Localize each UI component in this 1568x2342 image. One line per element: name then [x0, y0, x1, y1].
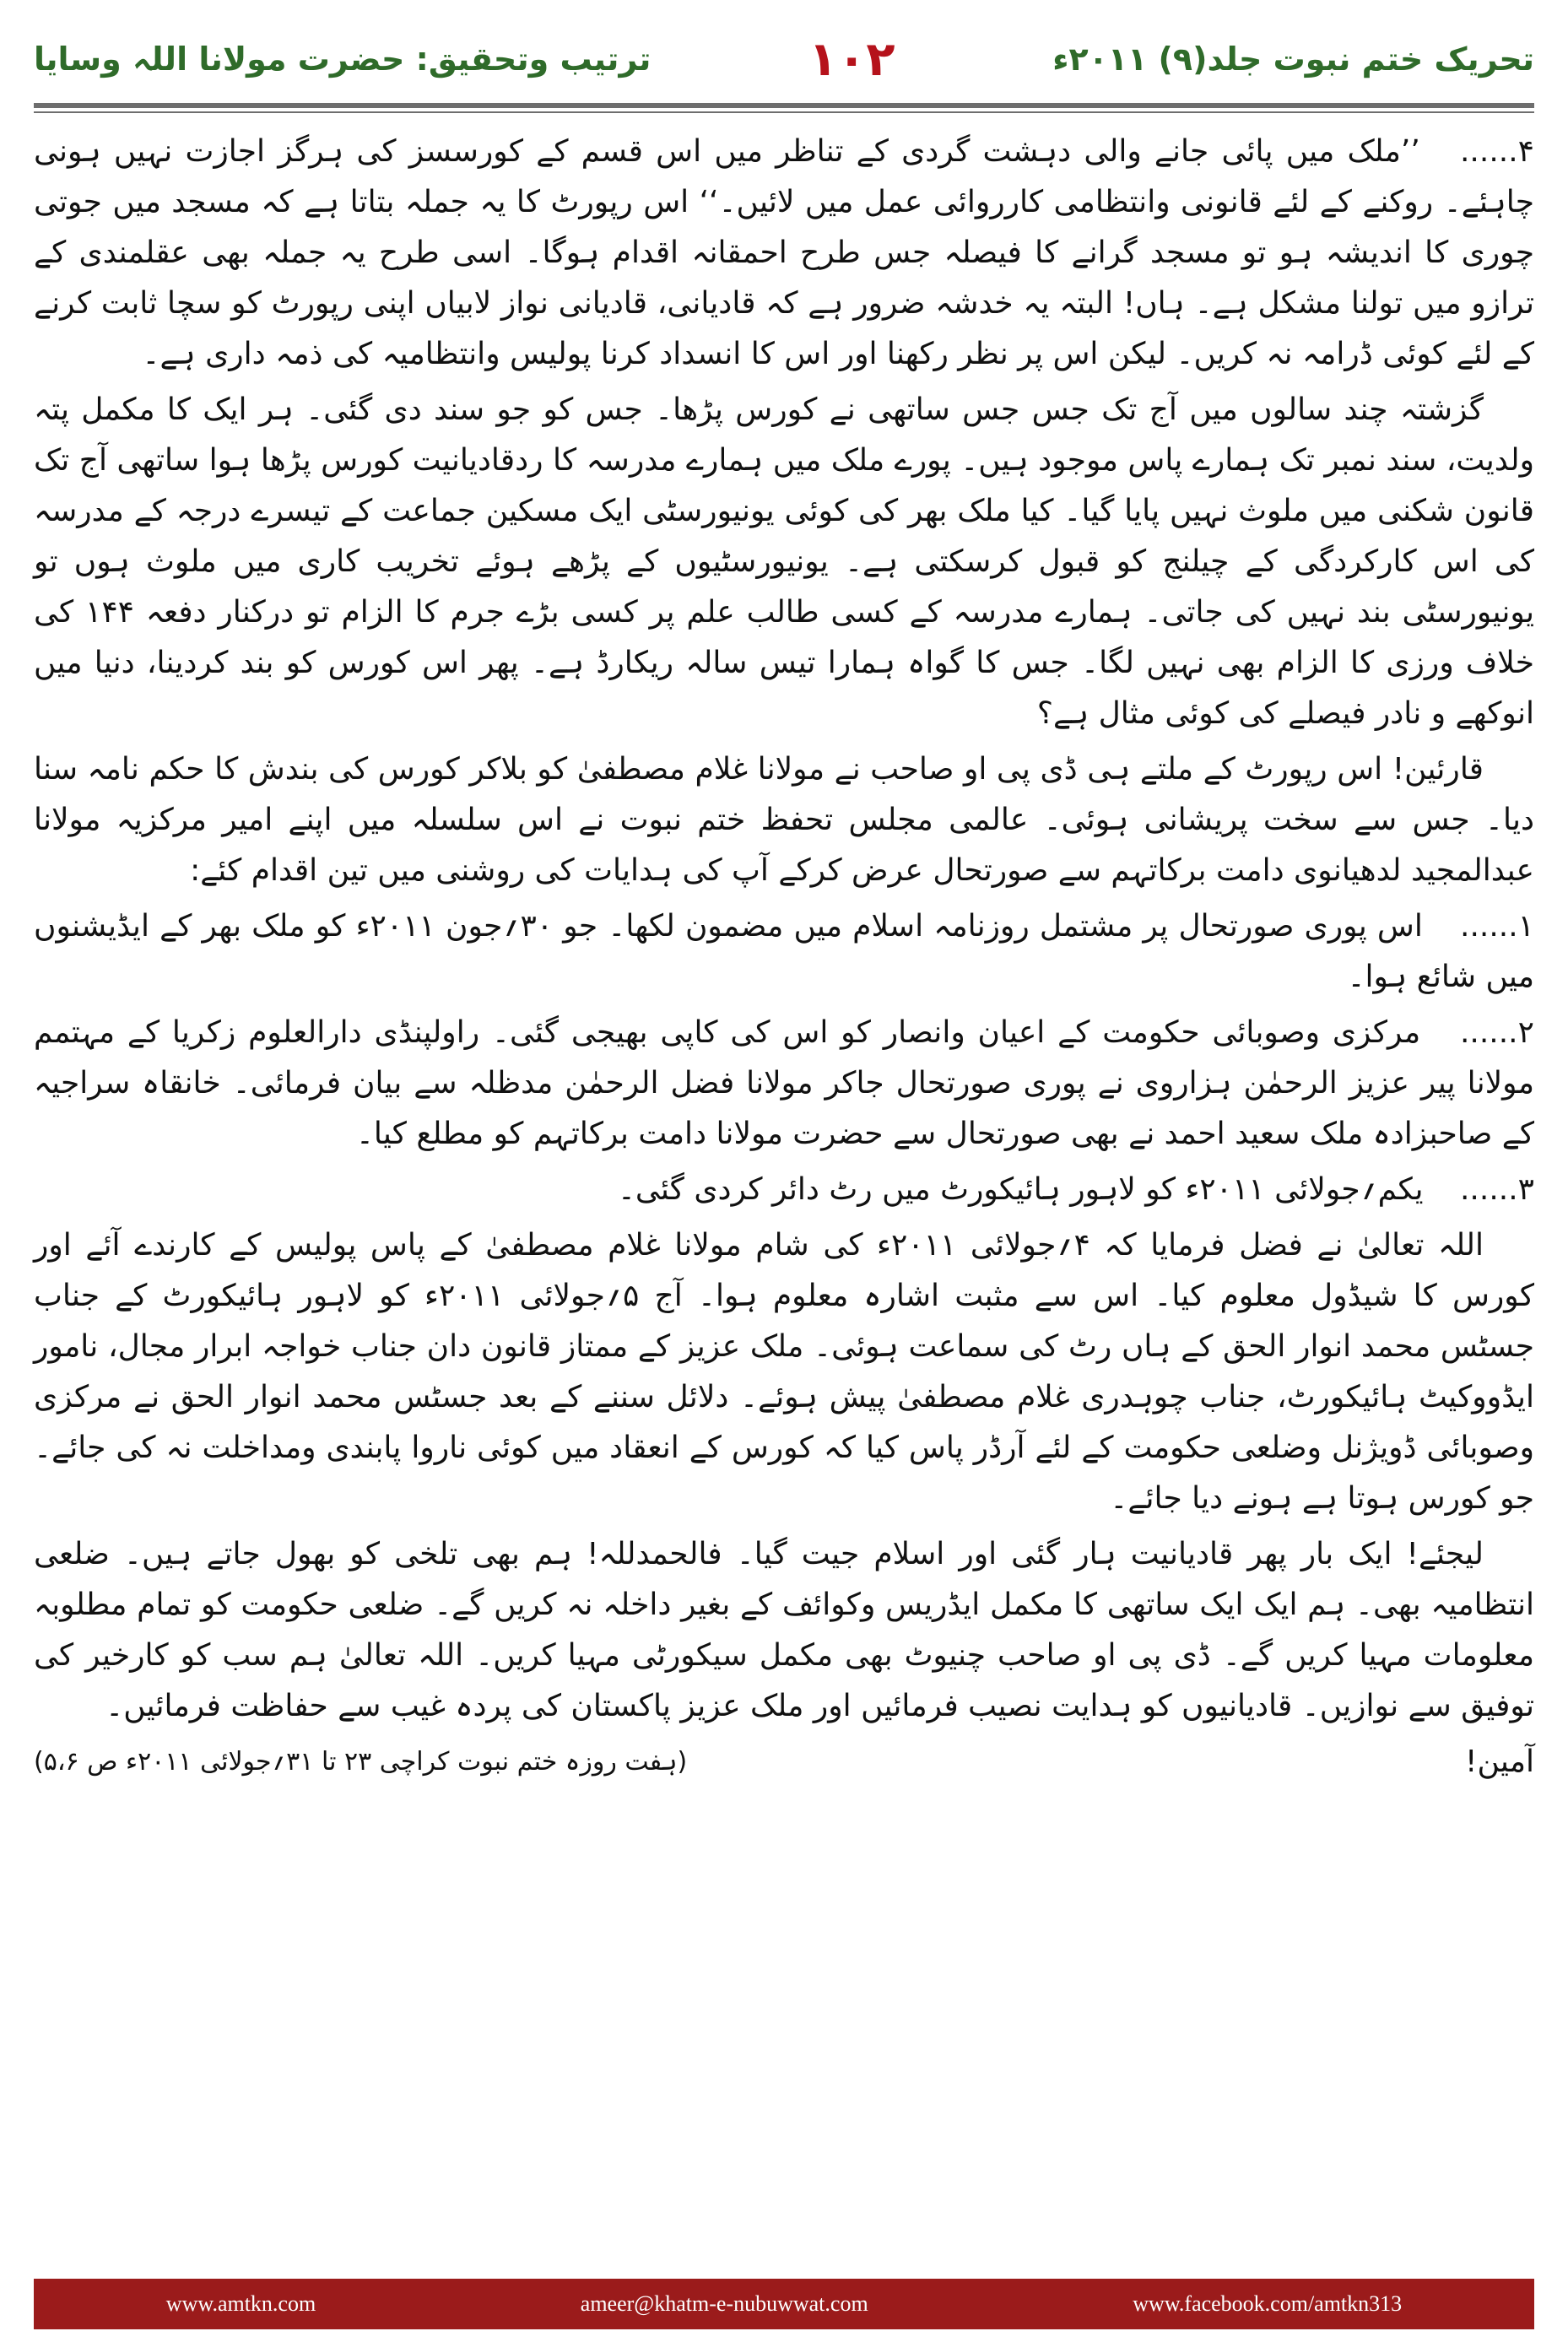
amen-text: آمین! [1465, 1744, 1534, 1779]
paragraph-3: قارئین! اس رپورٹ کے ملتے ہی ڈی پی او صاحب نے مولانا غلام مصطفیٰ کو بلاکر کورس کی بندش کا حکم نامہ سنا دیا۔ جس سے سخت پریشانی ہوئی۔ عالمی مجلس تحفظ ختم نبوت نے اس سلسلہ میں اپنے امیر مرکزیہ مولانا عبدالمجید لدھیانوی دامت برکاتہم سے صورتحال عرض کرکے آپ کی ہدایات کی روشنی میں تین اقدام کئے: [34, 752, 1534, 888]
facebook-link[interactable]: www.facebook.com/amtkn313 [1133, 2291, 1403, 2316]
book-title: تحریک ختم نبوت جلد(۹) ۲۰۱۱ء [1052, 41, 1534, 78]
header-rule [34, 103, 1534, 108]
list-item-text: اس پوری صورتحال پر مشتمل روزنامہ اسلام میں مضمون لکھا۔ جو ۳۰؍جون ۲۰۱۱ء کو ملک بھر کے ایڈیشنوں میں شائع ہوا۔ [34, 909, 1534, 994]
source-citation: (ہفت روزہ ختم نبوت کراچی ۲۳ تا ۳۱؍جولائی ۲۰۱۱ء ص ۵،۶) [34, 1747, 688, 1777]
list-item-3 [34, 1165, 1534, 1215]
list-item-number: ۱...... [1460, 909, 1535, 944]
list-item-text: یکم؍جولائی ۲۰۱۱ء کو لاہور ہائیکورٹ میں رٹ دائر کردی گئی۔ [617, 1172, 1424, 1207]
website-link[interactable]: www.amtkn.com [165, 2291, 316, 2316]
paragraph-text: ’’ملک میں پائی جانے والی دہشت گردی کے تناظر میں اس قسم کے کورسسز کی ہرگز اجازت نہیں ہونی چاہئے۔ روکنے کے لئے قانونی وانتظامی کارروائی عمل میں لائیں۔‘‘ اس رپورٹ کا یہ جملہ بتاتا ہے کہ مسجد میں جوتی چوری کا اندیشہ ہو تو مسجد گرانے کا فیصلہ جس طرح احمقانہ اقدام ہوگا۔ اسی طرح یہ جملہ بھی عقلمندی کے ترازو میں تولنا مشکل ہے۔ ہاں! البتہ یہ خدشہ ضرور ہے کہ قادیانی، قادیانی نواز لابیاں اپنی رپورٹ کو سچا ثابت کرنے کے لئے کوئی ڈرامہ نہ کریں۔ لیکن اس پر نظر رکھنا اور اس کا انسداد کرنا پولیس وانتظامیہ کی ذمہ داری ہے۔ [34, 134, 1534, 371]
page-number: ۱۰۲ [808, 31, 895, 87]
paragraph-4: اللہ تعالیٰ نے فضل فرمایا کہ ۴؍جولائی ۲۰۱۱ء کی شام مولانا غلام مصطفیٰ کے پاس پولیس کے کارندے آئے اور کورس کا شیڈول معلوم کیا۔ اس سے مثبت اشارہ معلوم ہوا۔ آج ۵؍جولائی ۲۰۱۱ء کو لاہور ہائیکورٹ کے جناب جسٹس محمد انوار الحق کے ہاں رٹ کی سماعت ہوئی۔ ملک عزیز کے ممتاز قانون دان جناب خواجہ ابرار مجال، نامور ایڈووکیٹ ہائیکورٹ، جناب چوہدری غلام مصطفیٰ پیش ہوئے۔ دلائل سننے کے بعد جسٹس محمد انوار الحق نے مرکزی وصوبائی ڈویژنل وضلعی حکومت کے لئے آرڈر پاس کیا کہ کورس کے انعقاد میں کوئی ناروا پابندی ومداخلت نہ کی جائے۔ جو کورس ہوتا ہے ہونے دیا جائے۔ [34, 1228, 1535, 1516]
closing-line [34, 1737, 1534, 1788]
page-footer [34, 2279, 1534, 2329]
paragraph-5: لیجئے! ایک بار پھر قادیانیت ہار گئی اور اسلام جیت گیا۔ فالحمدللہ! ہم بھی تلخی کو بھول جاتے ہیں۔ ضلعی انتظامیہ بھی۔ ہم ایک ایک ساتھی کا مکمل ایڈریس وکوائف کے بغیر داخلہ نہ کریں گے۔ ضلعی حکومت کو تمام مطلوبہ معلومات مہیا کریں گے۔ ڈی پی او صاحب چنیوٹ بھی مکمل سیکورٹی مہیا کریں۔ اللہ تعالیٰ ہم سب کو کارخیر کی توفیق سے نوازیں۔ قادیانیوں کو ہدایت نصیب فرمائیں اور ملک عزیز پاکستان کی پردہ غیب سے حفاظت فرمائیں۔ [34, 1537, 1534, 1723]
list-item-1 [34, 901, 1534, 1003]
point-number: ۴...... [1459, 134, 1534, 169]
list-item-number: ۳...... [1459, 1172, 1534, 1207]
list-item-2 [34, 1008, 1534, 1160]
paragraph-2: گزشتہ چند سالوں میں آج تک جس جس ساتھی نے کورس پڑھا۔ جس کو جو سند دی گئی۔ ہر ایک کا مکمل پتہ ولدیت، سند نمبر تک ہمارے پاس موجود ہیں۔ پورے ملک میں ہمارے مدرسہ کا ردقادیانیت کورس پڑھا ہوا ساتھی آج تک قانون شکنی میں ملوث نہیں پایا گیا۔ کیا ملک بھر کی کوئی یونیورسٹی ایک مسکین جماعت کے تیسرے درجہ کے مدرسہ کی اس کارکردگی کے چیلنج کو قبول کرسکتی ہے۔ یونیورسٹیوں کے پڑھے ہوئے تخریب کاری میں ملوث ہوں تو یونیورسٹی بند نہیں کی جاتی۔ ہمارے مدرسہ کے کسی طالب علم پر کسی بڑے جرم کا الزام تو درکنار دفعہ ۱۴۴ کی خلاف ورزی کا الزام بھی نہیں لگا۔ جس کا گواہ ہمارا تیس سالہ ریکارڈ ہے۔ پھر اس کورس کو بند کردینا، دنیا میں انوکھے و نادر فیصلے کی کوئی مثال ہے؟ [34, 392, 1534, 731]
email-link[interactable]: ameer@khatm-e-nubuwwat.com [580, 2291, 868, 2316]
list-item-text: مرکزی وصوبائی حکومت کے اعیان وانصار کو اس کی کاپی بھیجی گئی۔ راولپنڈی دارالعلوم زکریا کے مہتمم مولانا پیر عزیز الرحمٰن ہزاروی نے پوری صورتحال جاکر مولانا فضل الرحمٰن مدظلہ سے بیان فرمائی۔ خانقاہ سراجیہ کے صاحبزادہ ملک سعید احمد نے بھی صورتحال سے حضرت مولانا دامت برکاتہم کو مطلع کیا۔ [34, 1015, 1534, 1151]
article-body [34, 127, 1534, 1788]
header-rule-thin [34, 111, 1534, 113]
paragraph-1 [34, 127, 1534, 380]
list-item-number: ۲...... [1459, 1015, 1534, 1050]
compiler-credit: ترتیب وتحقیق: حضرت مولانا اللہ وسایا [34, 41, 652, 78]
page-header [34, 25, 1534, 93]
